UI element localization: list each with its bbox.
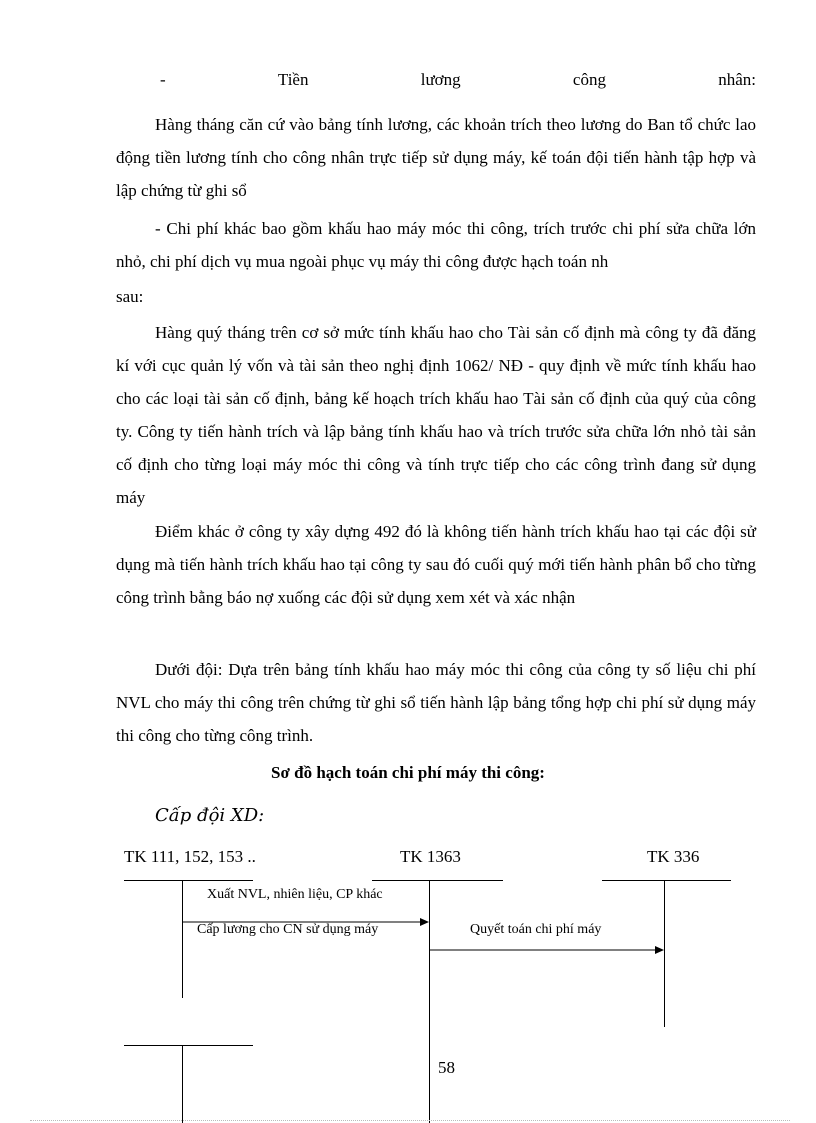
account-tk1363: TK 1363 — [400, 847, 461, 866]
paragraph-team-level: Dưới đội: Dựa trên bảng tính khấu hao máy móc thi công của công ty số liệu chi phí NVL cho máy thi công trên chứng từ ghi sổ tiến hành lập bảng tổng hợp chi phí sử dụng máy thi công cho từng công trình. — [116, 660, 756, 745]
flow-label: Quyết toán chi phí máy — [470, 922, 602, 937]
heading-word: nhân: — [718, 70, 756, 89]
page-number: 58 — [438, 1058, 455, 1077]
heading-word: công — [572, 70, 606, 89]
arrow-head — [420, 918, 429, 926]
heading-word: lương — [420, 70, 461, 89]
paragraph-difference: Điểm khác ở công ty xây dựng 492 đó là không tiến hành trích khấu hao tại các đội sử dụng mà tiến hành trích khấu hao tại công ty sau đó cuối quý mới tiến hành phân bổ cho từng công trình bằng báo nợ xuống các đội sử dụng xem xét và xác nhận — [116, 522, 756, 607]
account-tk336: TK 336 — [647, 847, 700, 866]
paragraph-continuation: sau: — [116, 287, 144, 306]
flow-label: Xuất NVL, nhiên liệu, CP khác — [207, 887, 383, 902]
paragraph-depreciation: Hàng quý tháng trên cơ sở mức tính khấu hao cho Tài sản cố định mà công ty đã đăng kí với cục quản lý vốn và tài sản theo nghị định 1062/ NĐ - quy định về mức tính khấu hao cho các loại tài sản cố định, bảng kế hoạch trích khấu hao Tài sản cố định của quý của công ty. Công ty tiến hành trích và lập bảng tính khấu hao và trích trước sửa chữa lớn nhỏ tài sản cố định cho từng loại máy móc thi công và tính trực tiếp cho các công trình đang sử dụng máy — [116, 323, 756, 507]
diagram-title: Sơ đồ hạch toán chi phí máy thi công: — [271, 763, 545, 782]
heading-word: - — [160, 70, 166, 89]
arrow-head — [655, 946, 664, 954]
diagram-subtitle: Cấp đội XD: — [155, 805, 265, 826]
account-tk111: TK 111, 152, 153 .. — [124, 847, 256, 866]
flow-label: Cấp lương cho CN sử dụng máy — [197, 922, 379, 937]
heading-word: Tiền — [277, 70, 309, 89]
paragraph-other-costs: - Chi phí khác bao gồm khấu hao máy móc thi công, trích trước chi phí sửa chữa lớn nhỏ, chi phí dịch vụ mua ngoài phục vụ máy thi công được hạch toán nh — [116, 219, 756, 271]
paragraph-salary: Hàng tháng căn cứ vào bảng tính lương, các khoản trích theo lương do Ban tổ chức lao động tiền lương tính cho công nhân trực tiếp sử dụng máy, kế toán đội tiến hành tập hợp và lập chứng từ ghi sổ — [116, 115, 756, 200]
page-bottom-rule — [30, 1120, 790, 1121]
